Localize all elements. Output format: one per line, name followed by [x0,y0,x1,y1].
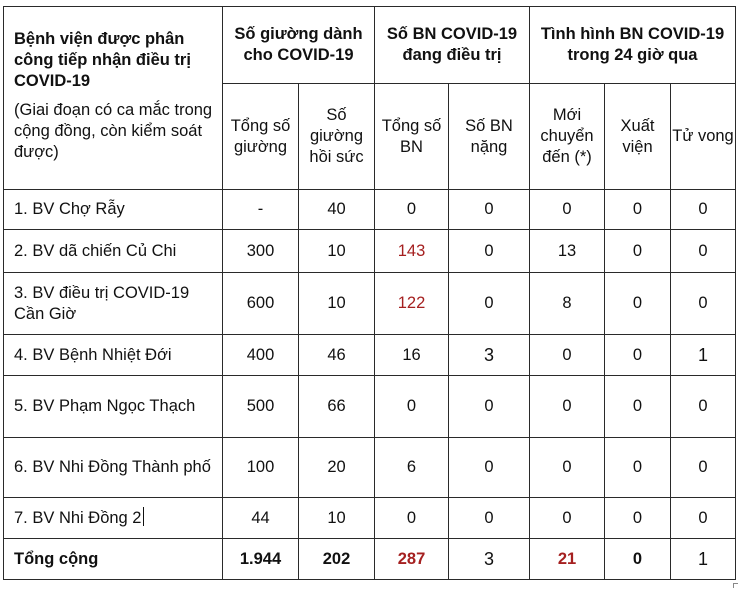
header-row-groups [4,7,736,84]
table-row [4,376,736,438]
cell-beds: 44 [223,498,299,539]
cell-severe: 0 [449,376,530,438]
cell-severe: 3 [449,335,530,376]
cell-deaths: 0 [671,376,736,438]
cell-patients: 6 [375,438,449,498]
cell-patients: 143 [375,230,449,273]
header-total-beds: Tổng số giường [223,84,299,190]
cell-patients: 0 [375,498,449,539]
cell-icu: 40 [299,190,375,230]
total-label: Tổng cộng [4,539,223,580]
header-24h-group: Tình hình BN COVID-19 trong 24 giờ qua [530,7,736,84]
total-row [4,539,736,580]
header-icu-beds: Số giường hồi sức [299,84,375,190]
cell-beds: 500 [223,376,299,438]
total-patients: 287 [375,539,449,580]
header-discharged: Xuất viện [605,84,671,190]
cell-new: 8 [530,273,605,335]
cell-icu: 10 [299,230,375,273]
cell-severe: 0 [449,438,530,498]
cell-new: 0 [530,376,605,438]
cell-discharged: 0 [605,438,671,498]
cell-icu: 66 [299,376,375,438]
hospital-name: 4. BV Bệnh Nhiệt Đới [4,335,223,376]
header-treating-group: Số BN COVID-19 đang điều trị [375,7,530,84]
cell-icu: 46 [299,335,375,376]
hospital-name: 3. BV điều trị COVID-19 Cần Giờ [4,273,223,335]
hospital-name [4,498,223,539]
cell-new: 0 [530,498,605,539]
total-deaths: 1 [671,539,736,580]
table-row [4,438,736,498]
hospital-name-text: 7. BV Nhi Đồng 2 [14,509,142,527]
total-beds: 1.944 [223,539,299,580]
cell-deaths: 0 [671,230,736,273]
cell-deaths: 0 [671,438,736,498]
covid-hospital-table [3,6,736,580]
cell-new: 13 [530,230,605,273]
cell-patients: 16 [375,335,449,376]
cell-discharged: 0 [605,273,671,335]
total-severe: 3 [449,539,530,580]
cell-new: 0 [530,335,605,376]
cell-beds: 600 [223,273,299,335]
corner-mark [733,583,738,588]
cell-severe: 0 [449,230,530,273]
table-row [4,335,736,376]
table-row [4,230,736,273]
total-icu: 202 [299,539,375,580]
cell-new: 0 [530,438,605,498]
cell-icu: 10 [299,498,375,539]
cell-new: 0 [530,190,605,230]
header-deaths: Tử vong [671,84,736,190]
cell-patients: 0 [375,190,449,230]
corner-title: Bệnh viện được phân công tiếp nhận điều trị COVID-19 [14,30,191,90]
total-new: 21 [530,539,605,580]
cell-deaths: 0 [671,190,736,230]
cell-patients: 0 [375,376,449,438]
cell-discharged: 0 [605,230,671,273]
cell-icu: 20 [299,438,375,498]
cell-severe: 0 [449,273,530,335]
header-new-transfer: Mới chuyển đến (*) [530,84,605,190]
hospital-name: 5. BV Phạm Ngọc Thạch [4,376,223,438]
cell-beds: 400 [223,335,299,376]
cell-beds: 300 [223,230,299,273]
table-row [4,273,736,335]
header-total-patients: Tổng số BN [375,84,449,190]
total-discharged: 0 [605,539,671,580]
cell-discharged: 0 [605,335,671,376]
cell-discharged: 0 [605,190,671,230]
header-beds-group: Số giường dành cho COVID-19 [223,7,375,84]
cell-beds: 100 [223,438,299,498]
cell-deaths: 0 [671,273,736,335]
cell-deaths: 0 [671,498,736,539]
cell-beds: - [223,190,299,230]
table-row [4,498,736,539]
cell-severe: 0 [449,498,530,539]
cell-icu: 10 [299,273,375,335]
hospital-name: 6. BV Nhi Đồng Thành phố [4,438,223,498]
table-row [4,190,736,230]
text-cursor [143,507,144,526]
corner-subtitle: (Giai đoạn có ca mắc trong cộng đồng, còn kiểm soát được) [14,101,213,161]
header-corner-cell [4,7,223,190]
cell-patients: 122 [375,273,449,335]
cell-deaths: 1 [671,335,736,376]
hospital-name: 1. BV Chợ Rẫy [4,190,223,230]
cell-discharged: 0 [605,376,671,438]
hospital-name: 2. BV dã chiến Củ Chi [4,230,223,273]
cell-discharged: 0 [605,498,671,539]
header-severe-patients: Số BN nặng [449,84,530,190]
cell-severe: 0 [449,190,530,230]
